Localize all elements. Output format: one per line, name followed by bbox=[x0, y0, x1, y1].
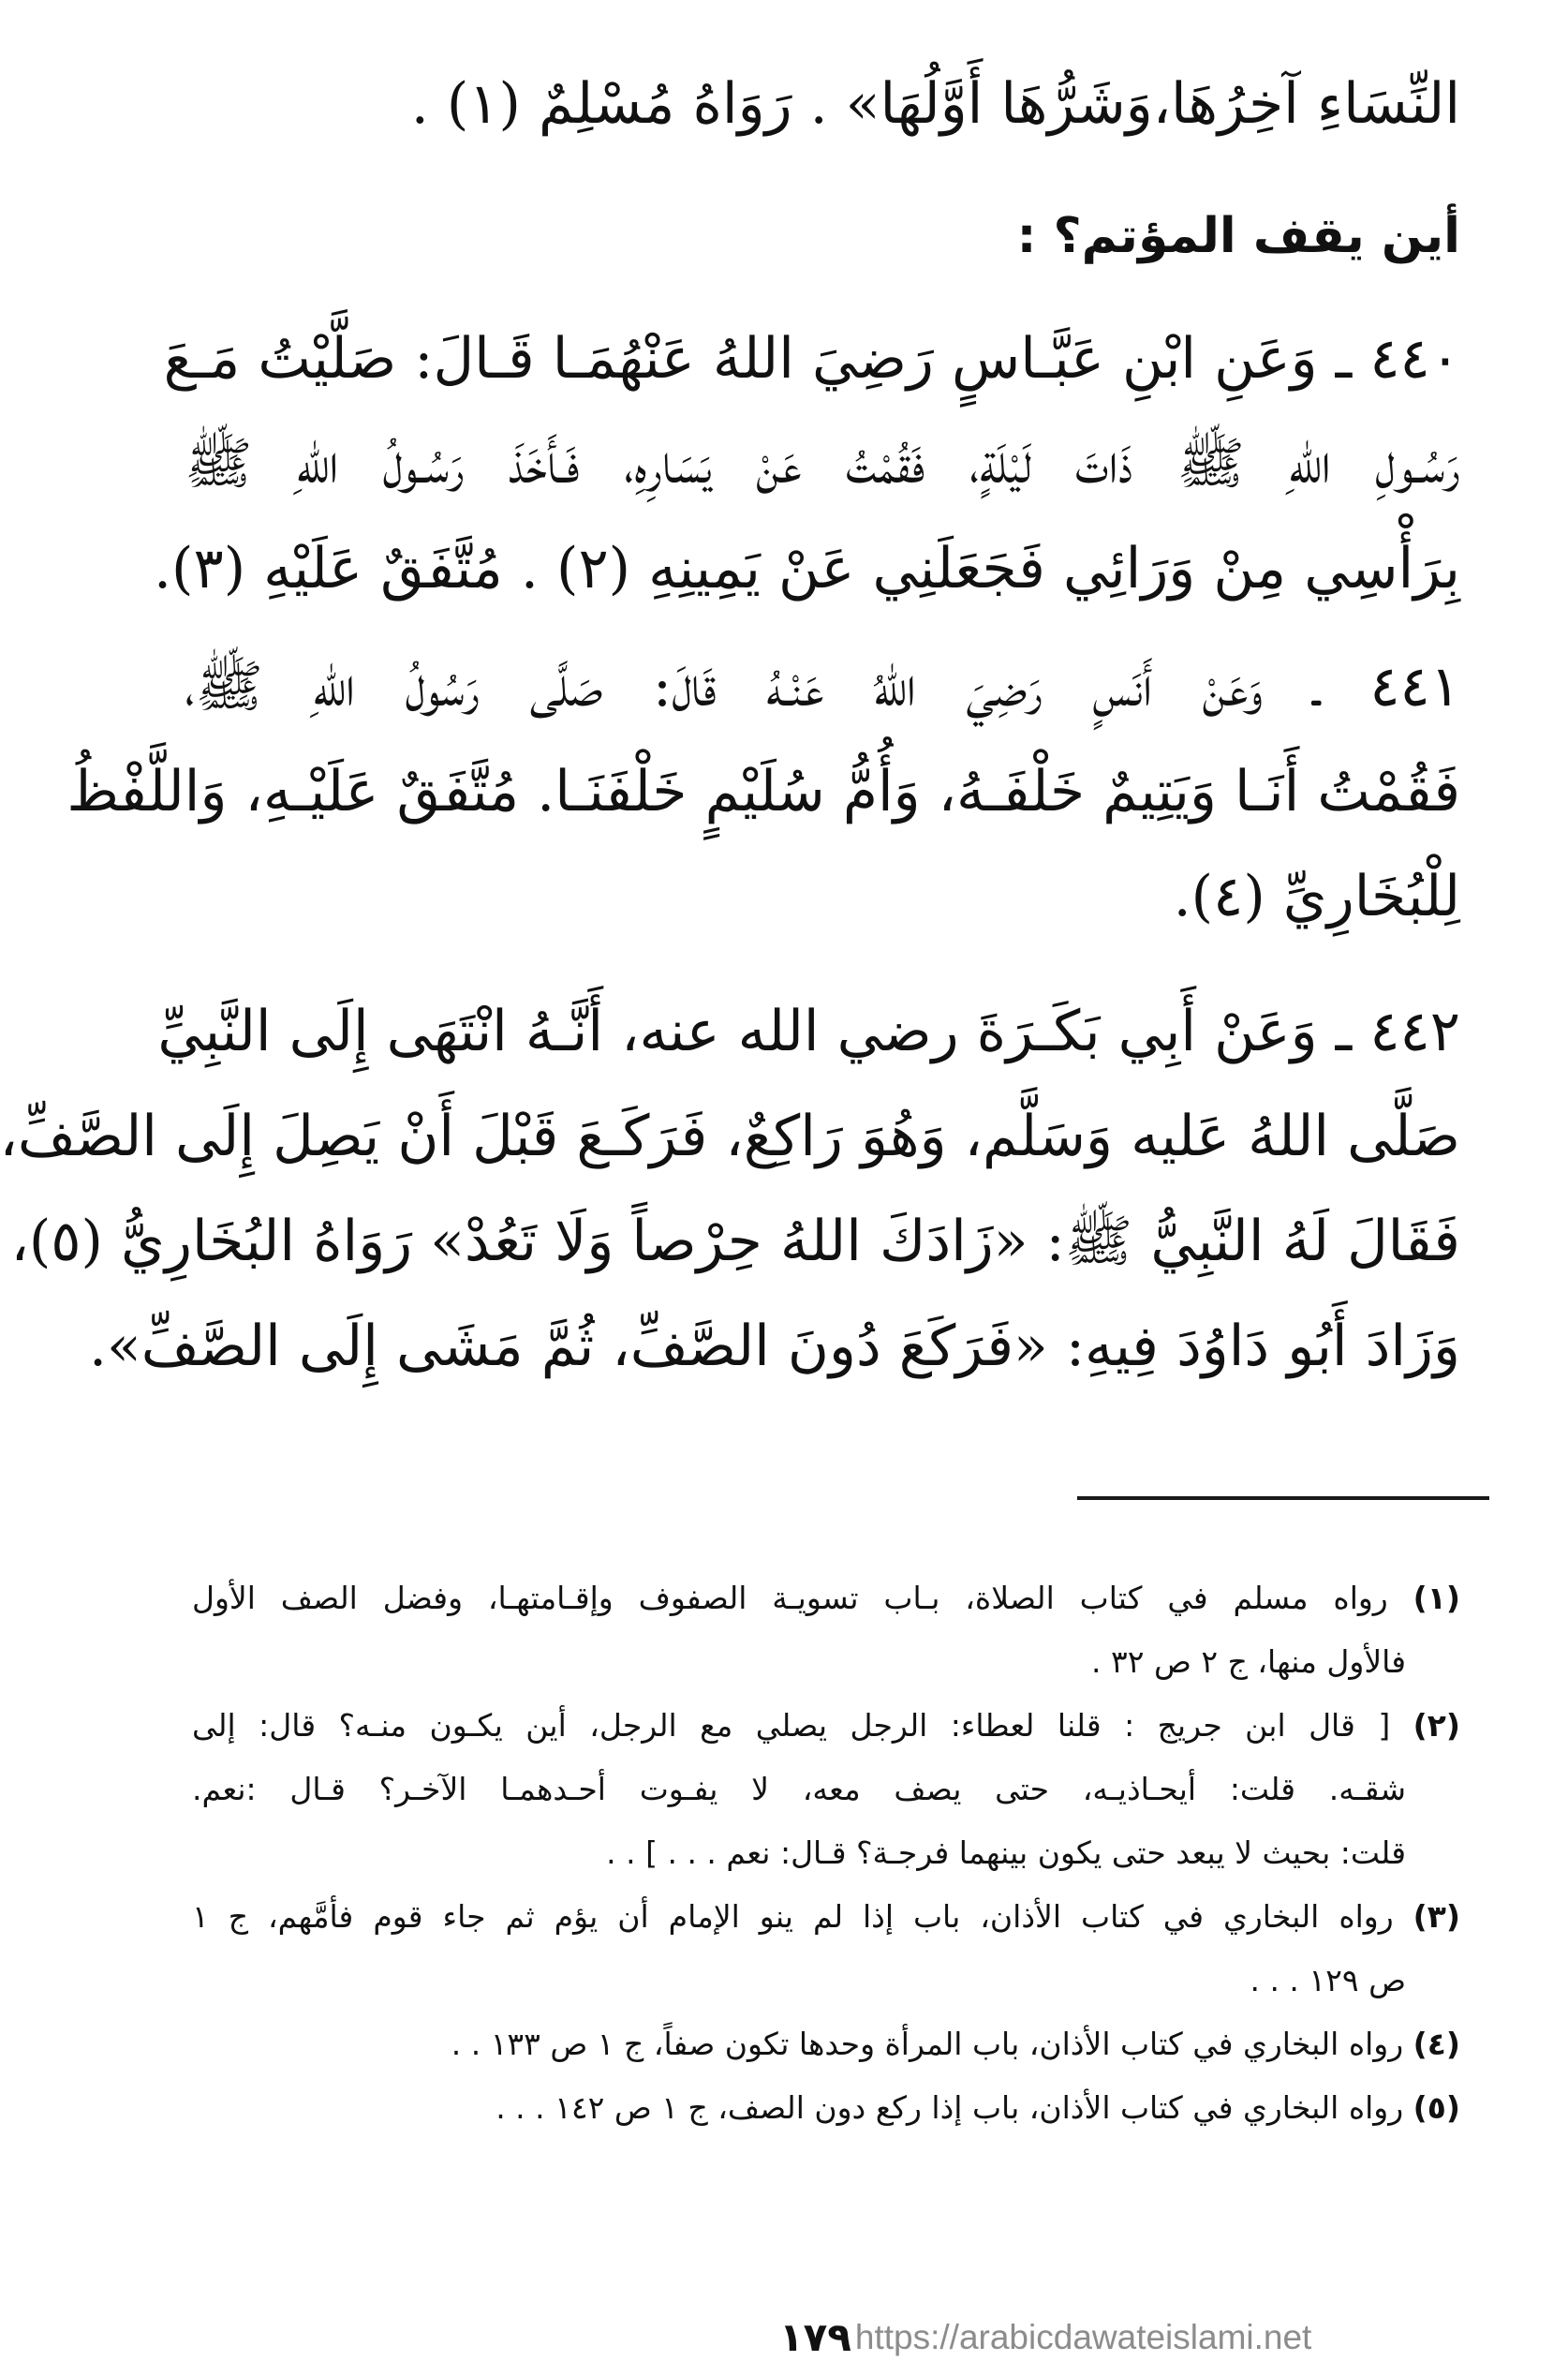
footnote-line bbox=[192, 1694, 1460, 1758]
footnote-number: (١) bbox=[1413, 1580, 1460, 1616]
footnote-line bbox=[192, 1567, 1460, 1630]
footnote-text: رواه البخاري في كتاب الأذان، باب إذا لم ينو الإمام أن يؤم ثم جاء قوم فأمَّهم، ج ١ bbox=[192, 1898, 1394, 1935]
footnote-line: قلت: بحيث لا يبعد حتى يكون بينهما فرجـة؟ قـال: نعم . . . ] . . bbox=[606, 1834, 1406, 1871]
hadith-line: لِلْبُخَارِيِّ (٤). bbox=[1173, 864, 1460, 929]
page-footer bbox=[779, 2314, 1311, 2360]
hadith-line: فَقُمْتُ أَنَـا وَيَتِيمٌ خَلْفَـهُ، وَأُمُّ سُلَيْمٍ خَلْفَنَـا. مُتَّفَقٌ عَلَيْـهِ، وَاللَّفْظُ bbox=[67, 759, 1460, 824]
footnote-3 bbox=[192, 1885, 1460, 2012]
footnote-number: (٣) bbox=[1413, 1898, 1460, 1935]
footnote-text: رواه مسلم في كتاب الصلاة، بـاب تسويـة الصفوف وإقـامتهـا، وفضل الصف الأول bbox=[192, 1580, 1388, 1616]
hadith-440 bbox=[153, 306, 1460, 621]
footnote-5 bbox=[192, 2076, 1460, 2140]
continuation-line: النِّسَاءِ آخِرُهَا،وَشَرُّهَا أَوَّلُهَا» . رَوَاهُ مُسْلِمٌ (١) . bbox=[410, 71, 1460, 137]
footnote-number: (٤) bbox=[1413, 2026, 1460, 2062]
hadith-line: ٤٤١ ـ وَعَنْ أَنَسٍ رَضِيَ اللهُ عَنْـهُ قَالَ: صَلَّى رَسُولُ اللهِ ﷺ، bbox=[185, 654, 1460, 720]
footnote-line bbox=[192, 2012, 1460, 2076]
hadith-442 bbox=[0, 979, 1460, 1399]
footnotes bbox=[192, 1567, 1460, 2140]
footnote-2 bbox=[192, 1694, 1460, 1885]
hadith-line: رَسُـولِ اللهِ ﷺ ذَاتَ لَيْلَةٍ، فَقُمْتُ عَنْ يَسَارِهِ، فَـأَخَذَ رَسُـولُ اللهِ ﷺ bbox=[185, 431, 1460, 497]
hadith-line: ٤٤٢ ـ وَعَنْ أَبِي بَكَـرَةَ رضي الله عنه، أَنَّـهُ انْتَهَى إِلَى النَّبِيِّ bbox=[157, 999, 1460, 1064]
footnote-number: (٢) bbox=[1413, 1707, 1461, 1744]
footnote-line bbox=[192, 1885, 1460, 1949]
watermark-url[interactable]: https://arabicdawateislami.net bbox=[854, 2317, 1312, 2356]
paragraph-gap bbox=[185, 949, 1460, 979]
footnote-line: ص ١٢٩ . . . bbox=[1250, 1962, 1406, 1998]
hadith-line: ٤٤٠ ـ وَعَنِ ابْنِ عَبَّـاسٍ رَضِيَ اللهُ عَنْهُمَـا قَـالَ: صَلَّيْتُ مَـعَ bbox=[163, 326, 1460, 392]
footnote-number: (٥) bbox=[1413, 2089, 1460, 2126]
footnote-line bbox=[192, 2076, 1460, 2140]
page-number: ١٧٩ bbox=[779, 2314, 851, 2360]
footnote-divider bbox=[1077, 1496, 1489, 1500]
hadith-line: فَقَالَ لَهُ النَّبِيُّ ﷺ: «زَادَكَ اللهُ حِرْصاً وَلَا تَعُدْ» رَوَاهُ البُخَارِيُّ (٥)، bbox=[10, 1209, 1460, 1274]
paragraph-gap bbox=[185, 621, 1460, 634]
hadith-line: وَزَادَ أَبُو دَاوُدَ فِيهِ: «فَرَكَعَ دُونَ الصَّفِّ، ثُمَّ مَشَى إِلَى الصَّفِّ». bbox=[88, 1314, 1460, 1379]
hadith-line: صَلَّى اللهُ عَليه وَسَلَّم، وَهُوَ رَاكِعٌ، فَرَكَـعَ قَبْلَ أَنْ يَصِلَ إِلَى الصَّفِّ، bbox=[0, 1104, 1460, 1169]
footnote-1 bbox=[192, 1567, 1460, 1694]
hadith-line: بِرَأْسِي مِنْ وَرَائِي فَجَعَلَنِي عَنْ يَمِينِهِ (٢) . مُتَّفَقٌ عَلَيْهِ (٣). bbox=[153, 536, 1460, 601]
footnote-line: شقـه. قلت: أيحـاذيـه، حتى يصف معه، لا يفـوت أحـدهمـا الآخـر؟ قـال :نعم. bbox=[192, 1771, 1406, 1807]
footnote-text: رواه البخاري في كتاب الأذان، باب إذا ركع دون الصف، ج ١ ص ١٤٢ . . . bbox=[496, 2089, 1404, 2126]
section-heading: أين يقف المؤتم؟ : bbox=[1016, 208, 1460, 264]
main-text bbox=[0, 52, 1460, 1399]
footnote-text: رواه البخاري في كتاب الأذان، باب المرأة وحدها تكون صفاً، ج ١ ص ١٣٣ . . bbox=[451, 2026, 1404, 2062]
footnote-4 bbox=[192, 2012, 1460, 2076]
hadith-441 bbox=[67, 634, 1460, 949]
footnote-text: [ قال ابن جريج : قلنا لعطاء: الرجل يصلي مع الرجل، أين يكـون منـه؟ قال: إلى bbox=[192, 1707, 1391, 1744]
footnote-line: فالأول منها، ج ٢ ص ٣٢ . bbox=[1091, 1643, 1406, 1680]
